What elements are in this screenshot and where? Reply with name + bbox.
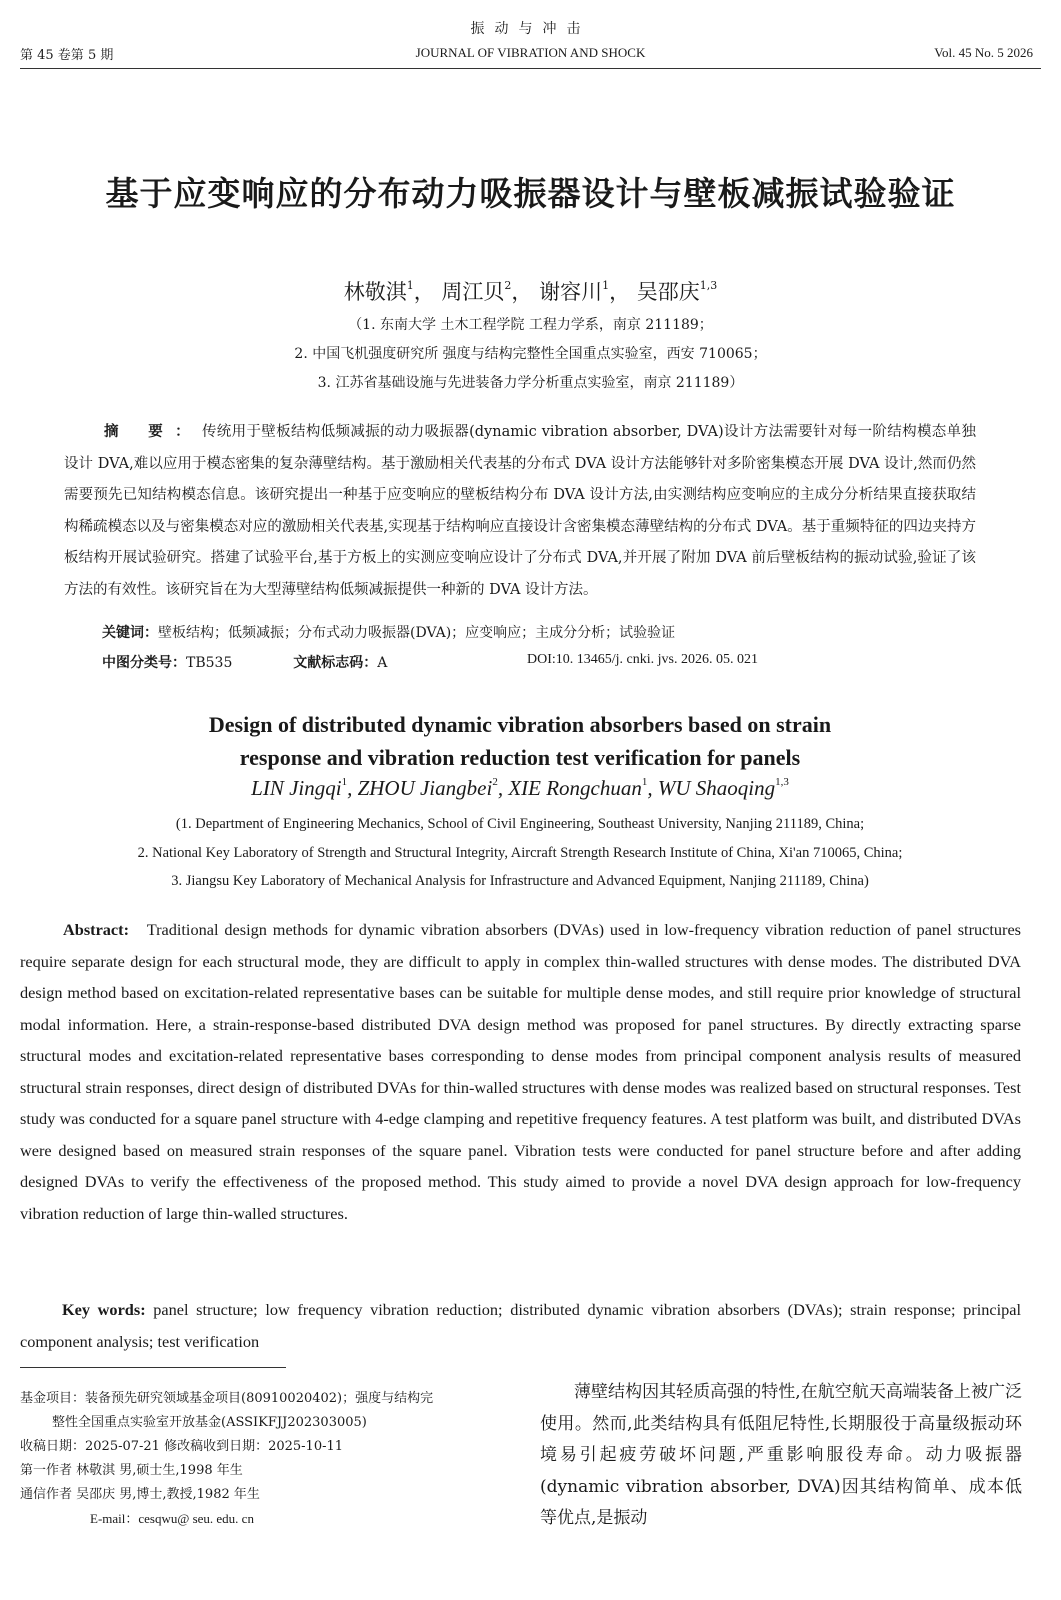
author-name-en: LIN Jingqi — [251, 776, 342, 800]
paper-title-en-line: Design of distributed dynamic vibration absorbers based on strain — [208, 712, 832, 737]
paper-title-en — [0, 708, 1040, 774]
author-affil-mark: 1 — [602, 279, 610, 292]
paper-title-cn: 基于应变响应的分布动力吸振器设计与壁板减振试验验证 — [105, 174, 956, 213]
author-affil-mark: 2 — [504, 279, 512, 292]
first-author-info: 第一作者 林敬淇 男,硕士生,1998 年生 — [20, 1463, 243, 1478]
doi: DOI:10. 13465/j. cnki. jvs. 2026. 05. 021 — [527, 652, 758, 667]
fund-info-cont: 整性全国重点实验室开放基金(ASSIKFJJ202303005) — [52, 1415, 367, 1430]
journal-name-cn: 振动与冲击 — [470, 21, 591, 37]
abstract-label-en: Abstract: — [63, 920, 130, 939]
affiliation-en: 3. Jiangsu Key Laboratory of Mechanical Analysis for Infrastructure and Advanced Equipment, Nanjing 211189, China) — [171, 873, 869, 889]
paper-title-en-line: response and vibration reduction test verification for panels — [239, 745, 801, 770]
doc-code-label: 文献标志码： — [293, 655, 378, 671]
keywords-label-cn: 关键词： — [102, 625, 158, 641]
author-affil-mark: 1 — [406, 279, 414, 292]
author-affil-mark: 1,3 — [775, 776, 789, 788]
abstract-en — [20, 914, 1021, 1229]
fund-info: 基金项目：装备预先研究领域基金项目(80910020402)；强度与结构完 — [20, 1391, 434, 1406]
keywords-en — [20, 1294, 1021, 1358]
abstract-text-en: Traditional design methods for dynamic vibration absorbers (DVAs) used in low-frequency vibration reduction of panel structures require separate design for each structural mode, they are difficult to apply in complex thin-walled structures with dense modes. The distributed DVA design method based on excitation-related representative bases can be suitable for multiple dense modes, and still require prior knowledge of structural modal information. Here, a strain-response-based distributed DVA design method was proposed for panel structures. By directly extracting sparse structural modes and excitation-related representative bases corresponding to dense modes from principal component analysis results of measured structural strain responses, direct design of distributed DVAs for thin-walled structures with dense modes was realized based on structural responses. Test study was conducted for a square panel structure with 4-edge clamping and repetitive frequency features. A test platform was built, and distributed DVAs were designed based on measured strain responses of the square panel. Vibration tests were conducted for panel structure before and after adding designed DVAs to verify the effectiveness of the proposed method. This study aimed to provide a novel DVA design approach for low-frequency vibration reduction of large thin-walled structures. — [20, 920, 1022, 1223]
author-affil-mark: 1,3 — [699, 279, 718, 292]
author-list-en: LIN Jingqi$^1$, ZHOU Jiangbei$^2$, XIE Rongchuan$^1$, WU Shaoqing$^{1,3}$ — [251, 776, 789, 800]
affiliation-en: 2. National Key Laboratory of Strength and Structural Integrity, Aircraft Strength Research Institute of China, Xi'an 710065, China; — [137, 845, 903, 861]
received-dates: 收稿日期：2025-07-21 修改稿收到日期：2025-10-11 — [20, 1439, 344, 1454]
header-rule — [20, 68, 1041, 69]
clc-label: 中图分类号： — [102, 655, 186, 671]
author-name: 谢容川 — [539, 280, 603, 304]
footnote-rule — [20, 1367, 286, 1368]
author-list-cn: 林敬淇$^1$， 周江贝$^2$， 谢容川$^1$， 吴邵庆$^{1,3}$ — [343, 279, 718, 304]
keywords-text-cn: 壁板结构；低频减振；分布式动力吸振器(DVA)；应变响应；主成分分析；试验验证 — [158, 625, 676, 641]
author-affil-mark: 1 — [641, 776, 648, 788]
volume-issue-en: Vol. 45 No. 5 2026 — [934, 45, 1033, 60]
abstract-text-cn: 传统用于壁板结构低频减振的动力吸振器(dynamic vibration absorber, DVA)设计方法需要针对每一阶结构模态单独设计 DVA,难以应用于模态密集的复杂薄壁结构。基于激励相关代表基的分布式 DVA 设计方法能够针对多阶密集模态开展 DVA 设计,然而仍然需要预先已知结构模态信息。该研究提出一种基于应变响应的壁板结构分布 DVA 设计方法,由实测结构应变响应的主成分分析结果直接获取结构稀疏模态以及与密集模态对应的激励相关代表基,实现基于结构响应直接设计含密集模态薄壁结构的分布式 DVA。基于重频特征的四边夹持方板结构开展试验研究。搭建了试验平台,基于方板上的实测应变响应设计了分布式 DVA,并开展了附加 DVA 前后壁板结构的振动试验,验证了该方法的有效性。该研究旨在为大型薄壁结构低频减振提供一种新的 DVA 设计方法。 — [64, 424, 976, 598]
author-affil-mark: 1 — [341, 776, 348, 788]
abstract-cn — [64, 416, 976, 606]
affiliation-en: (1. Department of Engineering Mechanics, School of Civil Engineering, Southeast University, Nanjing 211189, China; — [175, 816, 865, 832]
author-affil-mark: 2 — [492, 776, 498, 788]
author-name: 吴邵庆 — [636, 280, 700, 304]
author-name-en: ZHOU Jiangbei — [357, 776, 493, 800]
body-text-cn: 薄壁结构因其轻质高强的特性,在航空航天高端装备上被广泛使用。然而,此类结构具有低阻尼特性,长期服役于高量级振动环境易引起疲劳破坏问题,严重影响服役寿命。动力吸振器(dynamic vibration absorber, DVA)因其结构简单、成本低等优点,是振动 — [540, 1382, 1022, 1528]
journal-name-en: JOURNAL OF VIBRATION AND SHOCK — [415, 45, 646, 60]
doc-code-value: A — [377, 655, 388, 671]
corresponding-author-info: 通信作者 吴邵庆 男,博士,教授,1982 年生 — [20, 1487, 260, 1502]
clc-value: TB535 — [186, 655, 233, 671]
keywords-text-en: panel structure; low frequency vibration reduction; distributed dynamic vibration absorbers (DVAs); strain response; principal component analysis; test verification — [20, 1300, 1022, 1351]
author-name-en: XIE Rongchuan — [508, 776, 642, 800]
volume-issue-cn: 第 45 卷第 5 期 — [20, 48, 114, 63]
keywords-label-en: Key words: — [62, 1300, 146, 1319]
author-name: 林敬淇 — [343, 280, 407, 304]
abstract-label-cn: 摘 要： — [104, 423, 202, 440]
affiliation-cn: （1. 东南大学 土木工程学院 工程力学系，南京 211189； — [348, 317, 713, 333]
footnote — [20, 1387, 520, 1531]
author-name: 周江贝 — [441, 280, 505, 304]
keywords-cn — [102, 622, 675, 642]
author-email: E-mail：cesqwu@ seu. edu. cn — [90, 1511, 254, 1526]
author-name-en: WU Shaoqing — [657, 776, 776, 800]
affiliation-cn: 3. 江苏省基础设施与先进装备力学分析重点实验室，南京 211189） — [317, 375, 744, 391]
affiliation-cn: 2. 中国飞机强度研究所 强度与结构完整性全国重点实验室，西安 710065； — [294, 346, 767, 362]
